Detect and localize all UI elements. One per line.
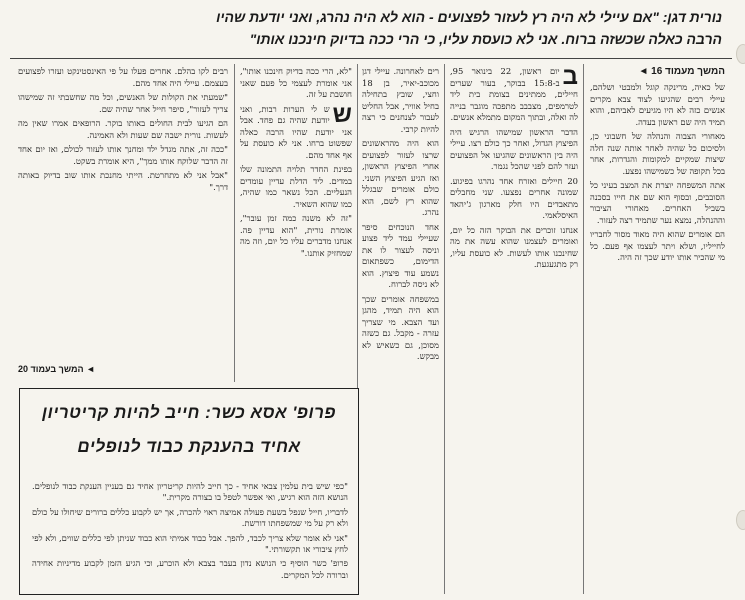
column-4-text (240, 66, 352, 378)
paragraph: לדבריו, חייל שנפל בשעת פעולה אמיצה ראוי להכרה, אך יש לקבוע כללים ברורים שיחולו על כולם ולא רק על מי שמשפחתו דורשת. (32, 506, 348, 529)
continued-on-label: ◄ המשך בעמוד 20 (18, 364, 96, 374)
paragraph: "אני לא אומר שלא צריך לכבד, להפך. אבל כבוד אמיתי הוא כבוד שניתן לפי כללים שווים, ולא לפי לחץ ציבורי או תקשורתי." (32, 532, 348, 555)
paragraph: הוא היה מהראשונים שרצו לעזור לפצועים אחרי הפיצוץ הראשון, ואז הגיע הפיצוץ השני. כולם אומרים שבגלל שהוא רץ לשם, הוא נהרג. (362, 138, 439, 217)
column-2-text (450, 66, 578, 594)
paragraph: "שמעתי את הקולות של האנשים, וכל מה שחשבתי זה שמישהו צריך לעזור", סיפר חייל אחר שהיה שם. (18, 92, 228, 114)
paragraph: "כפי שיש בית עלמין צבאי אחיד - כך חייב להיות קריטריון אחיד גם בעניין הענקת כבוד לנופלים. הנושא הזה הוא רגיש, ואי אפשר לטפל בו בצורה מקרית." (32, 481, 348, 503)
paragraph: פרופ' כשר הוסיף כי הנושא נדון בעבר בצבא ולא הוכרע, וכי הגיע הזמן לקבוע מדיניות אחידה וברורה לכל המקרים. (32, 558, 348, 580)
dropcap: ב (562, 66, 578, 90)
right-column-text (590, 82, 725, 592)
paragraph: מאחורי הצבוה והנהלה של חשבוני כן, ולסיכום כל שהיה לאחר אותה שנה חלה שיצות שמקיים למקומות והגדרות, אחר בכל תקופה של כשמישהו נפצע. (590, 131, 725, 176)
paragraph: של כאיה, מרינקה קוגל ולמבטי ושלהם, עיילי רבים שהגיעו לצוד צבא מקרים אנשים כזה לא היו מגיעים לאביהם, והוא תמיד היה שם ראשון בעדה. (590, 82, 725, 127)
column-5-text (18, 66, 228, 356)
continued-from-label: המשך מעמוד 16 ◄ (638, 66, 725, 77)
dropcap: ש (332, 100, 352, 128)
paragraph: רבים לקו בהלם. אחרים פעלו על פי האינסטינקט ועזרו לפצועים בעצמם. עיילי היה אחד מהם. (18, 66, 228, 88)
headline-line-2: הרבה כאלה שכשזה ברוח. אני לא כועסת עליו, כי הרי ככה בדיוק חינכנו אותו" (249, 31, 722, 47)
paragraph: "ככה זה, אתה מגדל ילד ומחנך אותו לעזור לכולם, ואז יום אחד זה הדבר שלוקח אותו ממך", היא אומרת בשקט. (18, 144, 228, 166)
column-separator (444, 64, 445, 594)
paragraph: רים לאחרונה. עיילי דגן מכוכב-יאיר, בן 18 וחצי, שובץ בתחילה בחיל אוויר, אבל החליט לעבור לצנחנים כי רצה להיות קרבי. (362, 66, 439, 134)
paragraph: "זה לא משנה כמה זמן עובר", אומרת נורית, "הוא עדיין פה. אנחנו מדברים עליו כל יום, וזה מה שמחזיק אותנו." (240, 213, 352, 258)
paragraph: אחד הנוכחים סיפר שעיילי עמד ליד פצוע וניסה לעצור לו את הדימום, כשפתאום נשמע עוד פיצוץ. הוא לא ניסה לברוח. (362, 221, 439, 289)
paragraph: ב יום ראשון, 22 בינואר 95, ב-15:8 בבוקר, בעור שערים חיילים, ממתינים בצומת בית ליד לטרמפים, מצבבב מתפכה מוגבר בנייה לה ואלה, ובתוך המקום מתמלא אנשים. (450, 66, 578, 122)
headline-rule (10, 58, 732, 59)
sidebar-box (19, 388, 359, 595)
paragraph: הדבר הראשון שמישהו הרגיש היה הפיצוץ הגדול, ואחר כך כולם רצו. עיילי היה בין הראשונים שהגיעו אל הפצועים ועזר להם לפני שהכל נגמר. (450, 126, 578, 171)
paragraph: אנחנו זוכרים את הבוקר הזה כל יום, ואומרים לעצמנו שהוא עשה את מה שחינכנו אותו לעשות. לא כועסת עליו, רק מתגעגעת. (450, 224, 578, 269)
column-3-text (362, 66, 439, 594)
sidebar-body (32, 481, 348, 588)
column-separator (234, 64, 235, 382)
paragraph: "אבל אני לא מתחרטת. הייתי מחנכת אותו שוב בדיוק באותה דרך." (18, 170, 228, 192)
paragraph: במשפחה אומרים שכך הוא היה תמיד, מהגן ועד הצבא. מי שצריך עזרה - מקבל. גם כשזה מסוכן, גם כשאיש לא מבקש. (362, 293, 439, 361)
sidebar-title-line-2: אחיד בהענקת כבוד לנופלים (77, 437, 301, 456)
punch-hole-bottom (736, 510, 745, 530)
paragraph: בפינת החדר תלויה התמונה שלו במדים. ליד הדלת עדיין עומדים הנעליים. הכל נשאר כמו שהיה, כמו שהוא השאיר. (240, 164, 352, 209)
paragraph: הם אומרים שהוא היה מאוד מסור לחבריו לחייליו, ושלא ויתר לעצמו אף פעם. כל מי שהכיר אותו יודע שכך זה היה. (590, 229, 725, 262)
paragraph: ש ש לי הערות רבות, ואני יודעת שהיה גם פחד. אבל אני יודעת שהיו הרבה כאלה שפשוט ברחו. אני לא כועסת על אף אחד מהם. (240, 100, 352, 160)
headline-line-1: נורית דגן: "אם עיילי לא היה רץ לעזור לפצועים - הוא לא היה נהרג, ואני יודעת שהיו (216, 9, 722, 25)
paragraph: אתה המשפחה יוצרת את המצב בעיני כל הסובבים, ובסוף הוא שם את חייו בסכנה בשביל האחרים. מאחורי הציבור וההנהלה, נמצא נער שתמיד רצה לעזור. (590, 180, 725, 225)
column-separator (583, 64, 584, 594)
headline (22, 6, 722, 50)
paragraph: הם הגיעו לבית החולים באותו בוקר. הרופאים אמרו שאין מה לעשות. נורית ישבה שם שעות ולא האמינה. (18, 118, 228, 140)
paragraph: "לא, הרי ככה בדיוק חינכנו אותו", אני אומרת לעצמי כל פעם שאני חושבת על זה. (240, 66, 352, 99)
sidebar-title-line-1: פרופ' אסא כשר: חייב להיות קריטריון (42, 403, 336, 422)
paragraph: 20 חיילים ואזרח אחד נהרגו בפיגוע. שמונה אחרים נפצעו. שני מחבלים מתאבדים היו חלק מארגון ג'יהאד האיסלאמי. (450, 175, 578, 220)
punch-hole-top (736, 44, 745, 64)
